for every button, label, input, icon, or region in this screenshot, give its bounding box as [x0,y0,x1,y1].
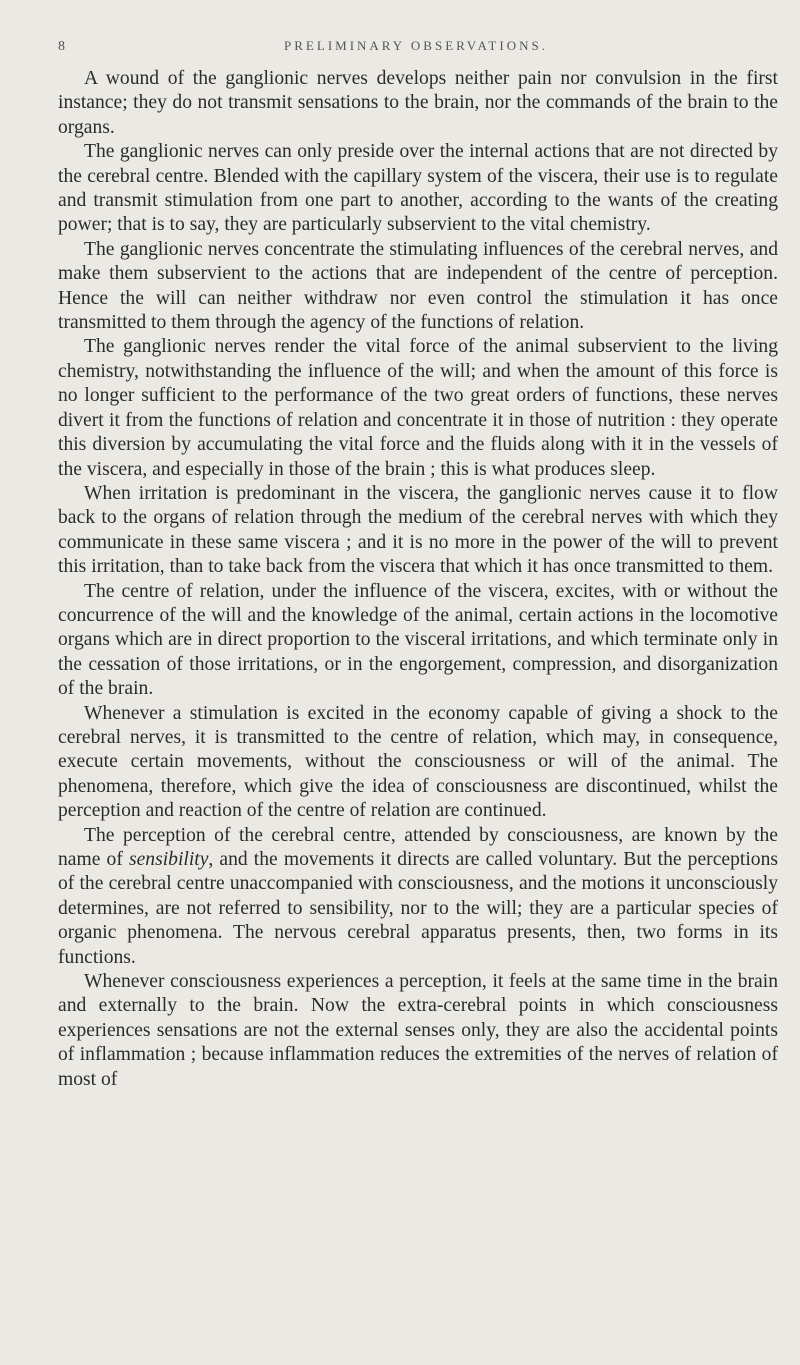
paragraph: Whenever consciousness experiences a perception, it feels at the same time in the brain and externally to the brain. Now the extra-cerebral points in which consciousness experiences sensations are not the external senses only, they are also the accidental points of inflammation ; because inflammation reduces the extremities of the nerves of relation of most of [58,971,778,1090]
paragraph: A wound of the ganglionic nerves develops neither pain nor convulsion in the first instance; they do not transmit sensations to the brain, nor the commands of the brain to the organs. [58,68,778,138]
italic-term: sensibility [128,849,209,870]
paragraph: The centre of relation, under the influence of the viscera, excites, with or without the concurrence of the will and the knowledge of the animal, certain actions in the locomotive organs which are in direct proportion to the visceral irritations, and which terminate only in the cessation of those irritations, or in the engorgement, compression, and disorganization of the brain. [58,580,778,700]
paragraph: The ganglionic nerves concentrate the stimulating influences of the cerebral nerves, and make them subservient to the actions that are independent of the centre of perception. Hence the will can neither withdraw nor even control the stimulation it has once transmitted to them through the agency of the functions of relation. [58,238,778,334]
page-header [58,38,778,55]
page-number: 8 [58,39,65,54]
paragraph: The ganglionic nerves render the vital force of the animal subservient to the living chemistry, notwithstanding the influence of the will; and when the amount of this force is no longer sufficient to the performance of the two great orders of functions, these nerves divert it from the functions of relation and concentrate it in those of nutrition : they operate this diversion by accumulating the vital force and the fluids along with it in the vessels of the viscera, and especially in those of the brain ; this is what produces sleep. [58,336,778,480]
paragraph: When irritation is predominant in the viscera, the ganglionic nerves cause it to flow back to the organs of relation through the medium of the cerebral nerves with which they communicate in these same viscera ; and it is no more in the power of the will to prevent this irritation, than to take back from the viscera that which it has once transmitted to them. [58,482,778,578]
paragraph: The ganglionic nerves can only preside over the internal actions that are not directed by the cerebral centre. Blended with the capillary system of the viscera, their use is to regulate and transmit stimulation from one part to another, according to the wants of the creating power; that is to say, they are particularly subservient to the vital chemistry. [58,141,778,236]
paragraph: Whenever a stimulation is excited in the economy capable of giving a shock to the cerebral nerves, it is transmitted to the centre of relation, which may, in consequence, execute certain movements, without the consciousness or will of the animal. The phenomena, therefore, which give the idea of consciousness are discontinued, whilst the perception and reaction of the centre of relation are continued. [58,702,778,822]
paragraph-text: The perception of the cerebral centre, attended by consciousness, are known by the name of [58,824,778,870]
paragraph [58,824,778,970]
body-text [58,67,778,1092]
paragraph-text: , and the movements it directs are called voluntary. But the perceptions of the cerebral centre unaccompanied with consciousness, and the motions it unconsciously determines, are not referred to sensibility, nor to the will; they are a particular species of organic phenomena. The nervous cerebral apparatus presents, then, two forms in its functions. [58,849,778,968]
running-head: PRELIMINARY OBSERVATIONS. [284,38,548,53]
